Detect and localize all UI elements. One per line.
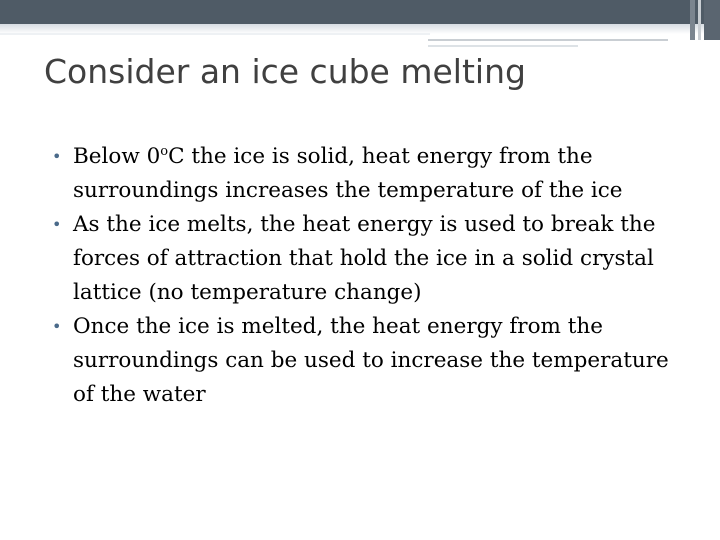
bullet-item-ice-melted bbox=[52, 310, 692, 412]
bullet-item-ice-melts bbox=[52, 208, 692, 310]
bullet-text: As the ice melts, the heat energy is used to break the forces of attraction that hold the ice in a solid crystal lattice (no temperature change) bbox=[73, 212, 656, 305]
bullet-marker: • bbox=[52, 147, 62, 166]
bullet-list bbox=[52, 140, 692, 412]
bullet-text: Once the ice is melted, the heat energy from the surroundings can be used to increase the temperature of the water bbox=[73, 314, 669, 407]
top-decorative-bar bbox=[0, 0, 720, 24]
degree-superscript: o bbox=[160, 143, 169, 159]
bullet-text-after: C the ice is solid, heat energy from the surroundings increases the temperature of the ice bbox=[73, 144, 623, 203]
slide-title: Consider an ice cube melting bbox=[44, 52, 526, 91]
bullet-marker: • bbox=[52, 215, 62, 234]
bullet-text-before: Below 0 bbox=[73, 144, 161, 169]
corner-decorative-strip bbox=[690, 0, 695, 40]
decorative-line bbox=[428, 45, 578, 47]
bullet-marker: • bbox=[52, 317, 62, 336]
corner-decorative-strip bbox=[704, 0, 720, 40]
decorative-line bbox=[0, 33, 430, 35]
corner-decorative-strip bbox=[698, 0, 701, 40]
bullet-item-below-zero bbox=[52, 140, 692, 208]
decorative-line bbox=[428, 39, 668, 41]
